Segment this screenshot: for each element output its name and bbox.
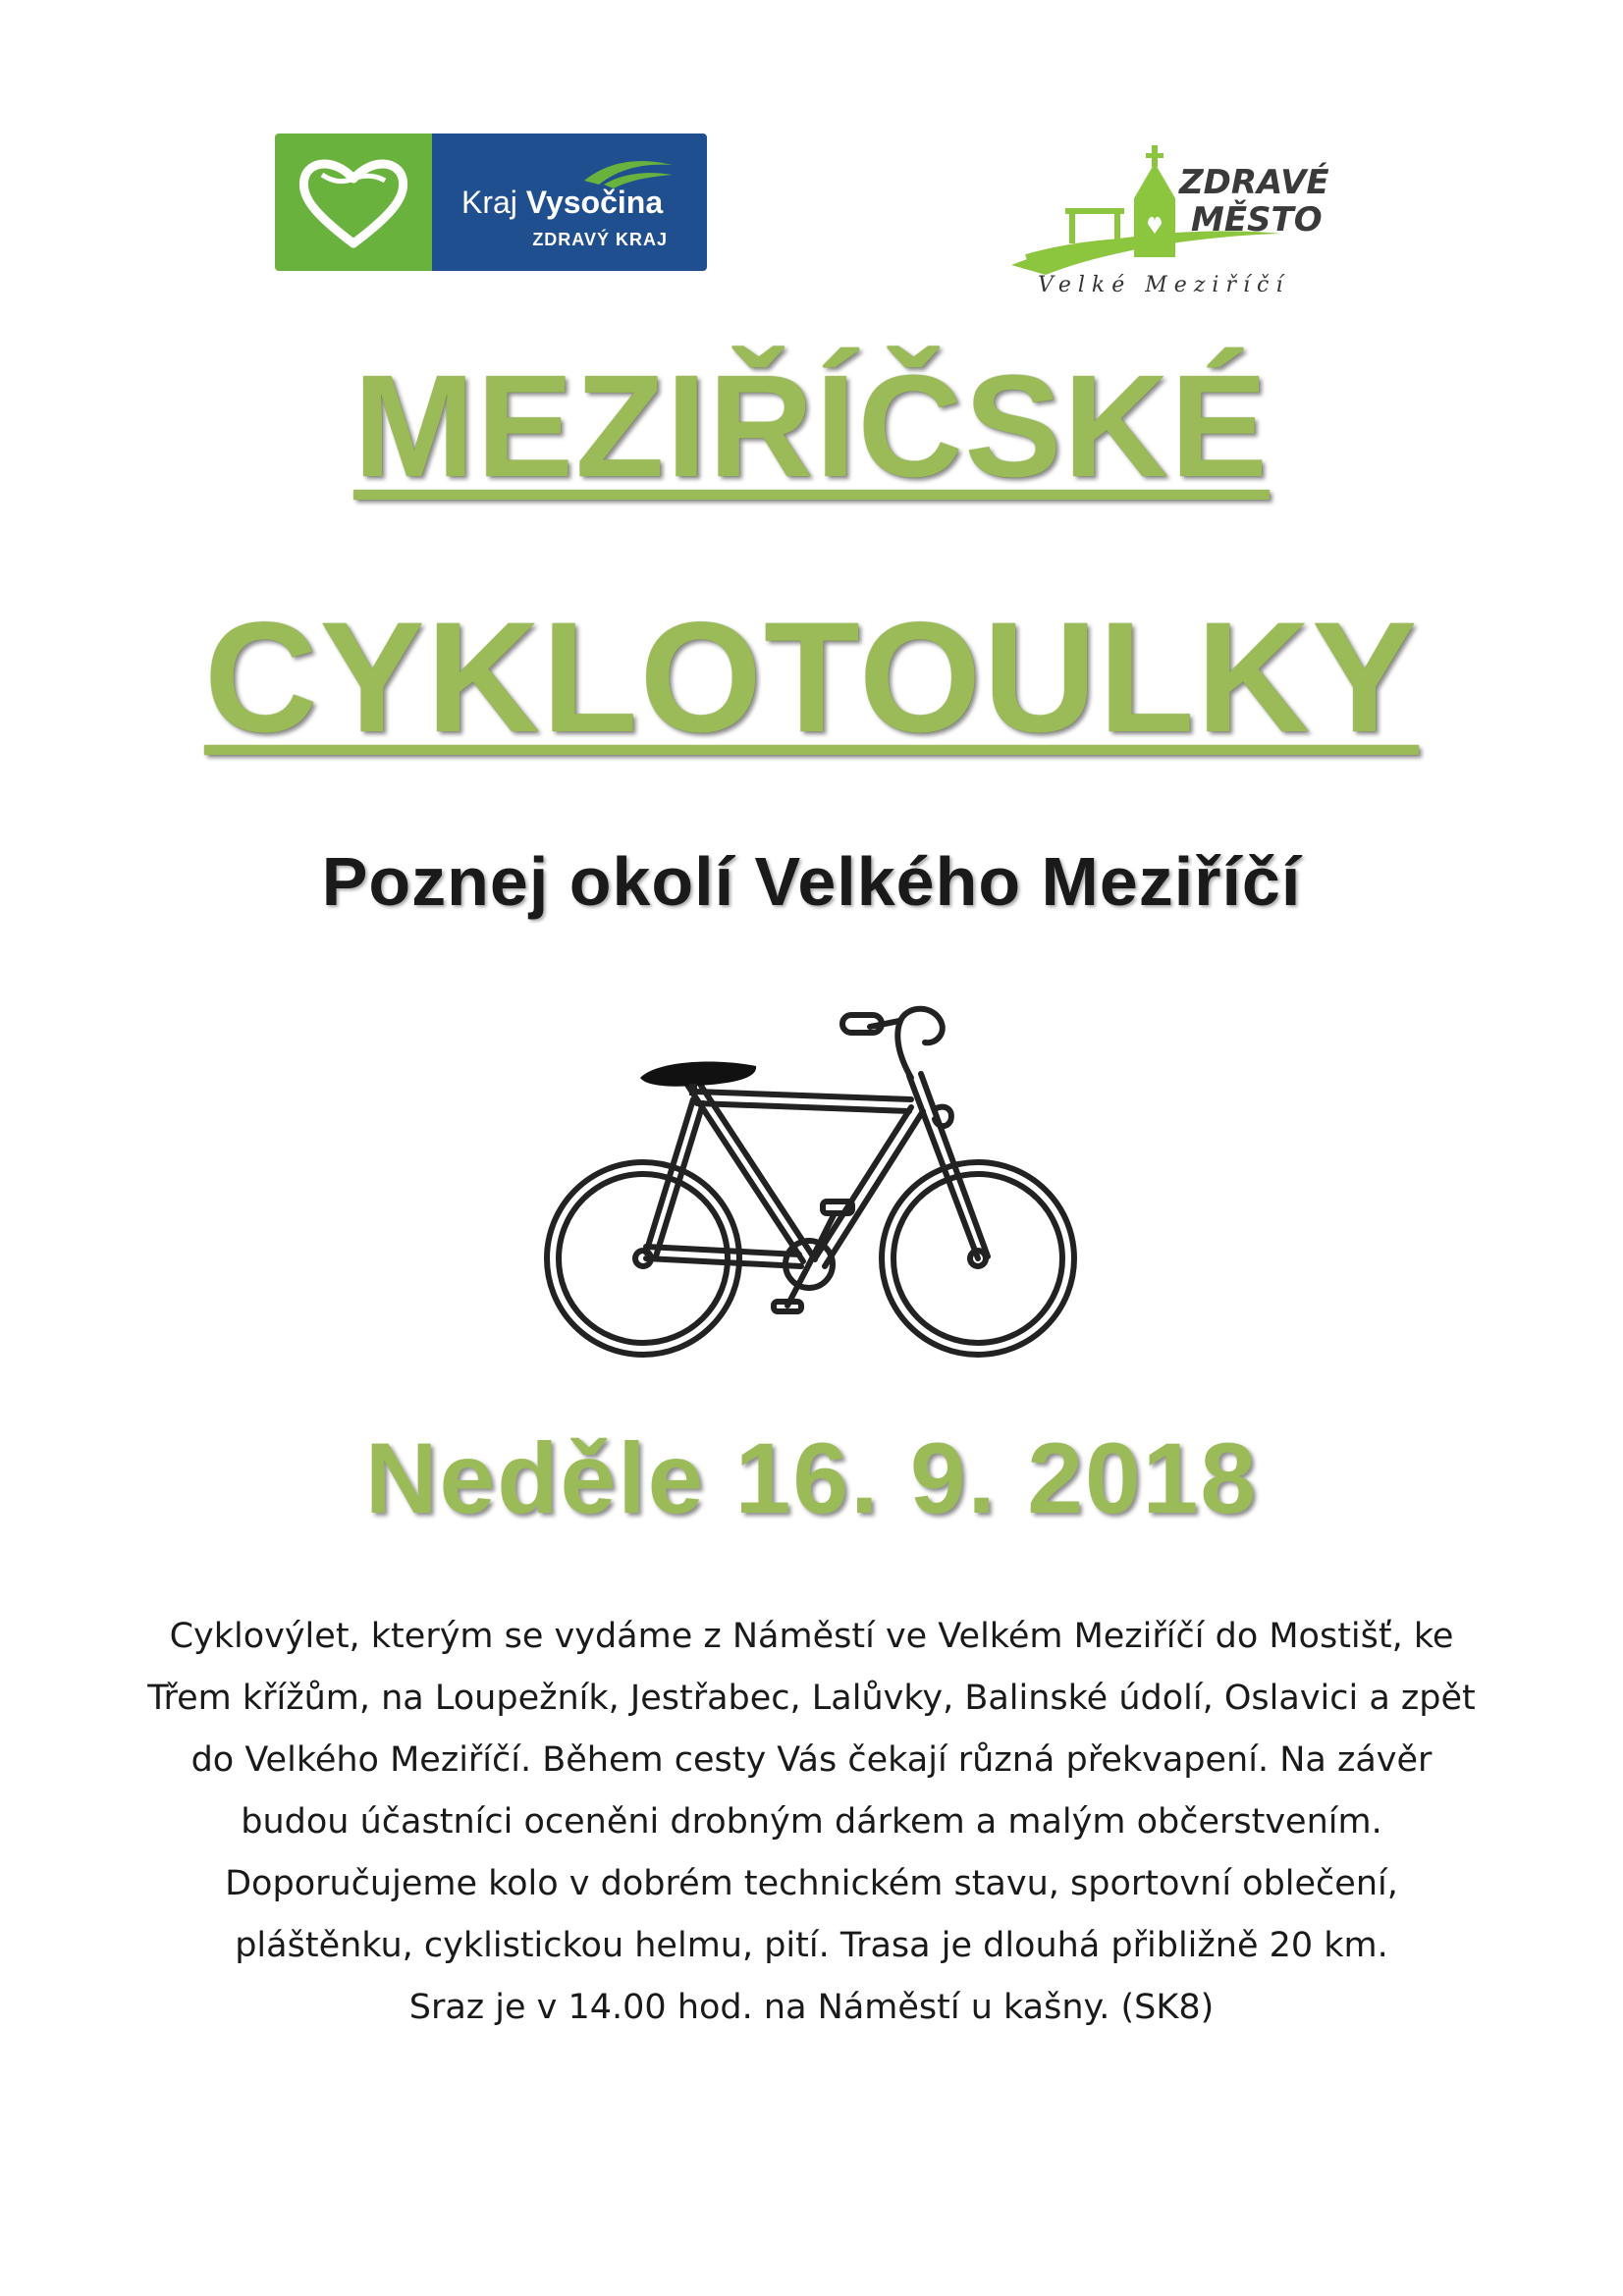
subtitle: Poznej okolí Velkého Meziříčí	[321, 843, 1302, 920]
kraj-logo-subtitle: ZDRAVÝ KRAJ	[532, 230, 668, 249]
description-paragraph-1: Cyklovýlet, kterým se vydáme z Náměstí ve Velkém Meziříčí do Mostišť, ke Třem křížům, na Loupežník, Jestřabec, Lalůvky, Balinské údolí, Oslavici a zpět do Velkého Meziříčí. Během cesty Vás čekají různá překvapení. Na závěr budou účastníci oceněni drobným dárkem a malým občerstvením.	[147, 1617, 1476, 1842]
kraj-vysocina-logo	[275, 133, 707, 271]
description-paragraph-3: Sraz je v 14.00 hod. na Náměstí u kašny. (SK8)	[408, 1988, 1215, 2027]
kraj-name-bold: Vysočina	[525, 185, 664, 220]
kraj-logo-text-panel	[432, 133, 707, 271]
event-date: Neděle 16. 9. 2018	[364, 1422, 1259, 1534]
zdrave-mesto-logo	[967, 128, 1389, 324]
title-line2: CYKLOTOULKY	[204, 589, 1419, 765]
zdrave-mesto-line1: ZDRAVÉ	[1179, 163, 1329, 202]
kraj-logo-name	[461, 185, 663, 221]
title-line1: MEZIŘÍČSKÉ	[353, 346, 1270, 507]
bicycle-icon	[530, 982, 1100, 1364]
description-paragraph-2: Doporučujeme kolo v dobrém technickém stavu, sportovní oblečení, pláštěnku, cyklistickou helmu, pití. Trasa je dlouhá přibližně 20 km.	[225, 1864, 1398, 1965]
zdrave-mesto-city: Velké Meziříčí	[1038, 273, 1290, 297]
event-description	[147, 1606, 1476, 2039]
heart-icon	[295, 153, 412, 251]
kraj-name-light: Kraj	[461, 185, 517, 220]
zdrave-mesto-line2: MĚSTO	[1191, 200, 1323, 240]
kraj-logo-heart-panel	[275, 133, 432, 271]
